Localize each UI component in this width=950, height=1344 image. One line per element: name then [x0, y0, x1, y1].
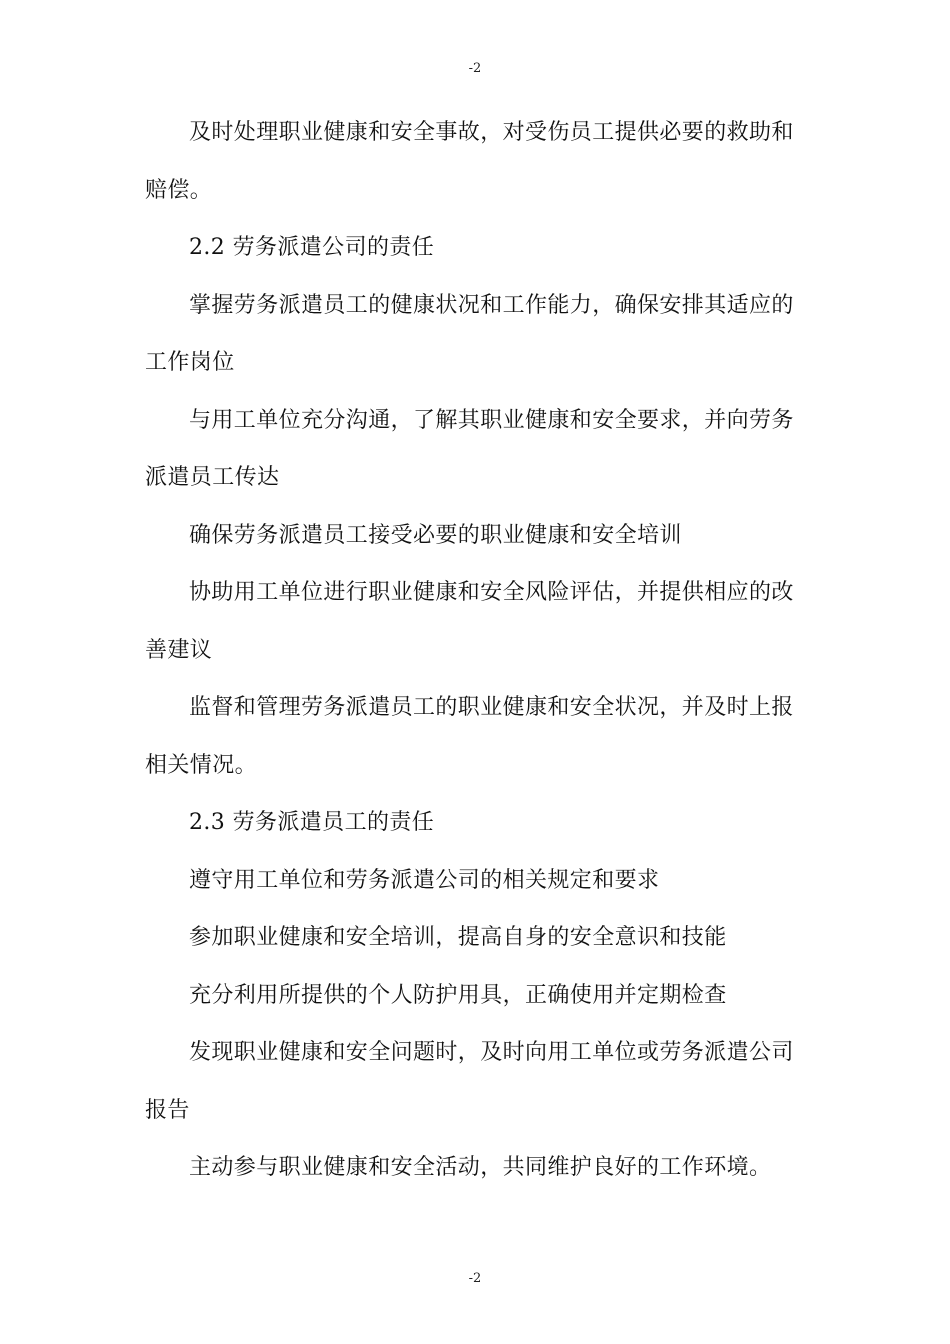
header-page-number: -2: [468, 61, 482, 76]
paragraph-text: 参加职业健康和安全培训，提高自身的安全意识和技能: [189, 925, 727, 950]
paragraph-participation: [145, 1139, 795, 1197]
paragraph-text-continued: 派遣员工传达: [145, 465, 280, 490]
paragraph-text: 充分利用所提供的个人防护用具，正确使用并定期检查: [189, 982, 727, 1008]
paragraph-accident-handling: [145, 104, 795, 219]
paragraph-attend-training: [145, 909, 795, 967]
section-heading-2-2: [145, 219, 795, 277]
document-body: [145, 104, 795, 1197]
paragraph-communication: [145, 392, 795, 507]
paragraph-text-continued: 工作岗位: [145, 350, 235, 375]
paragraph-training: [145, 507, 795, 565]
paragraph-protective-equipment: [145, 967, 795, 1025]
paragraph-risk-assessment: [145, 564, 795, 679]
paragraph-supervision: [145, 679, 795, 794]
paragraph-text: 掌握劳务派遣员工的健康状况和工作能力，确保安排其适应的: [189, 292, 794, 318]
paragraph-text: 及时处理职业健康和安全事故，对受伤员工提供必要的救助和: [189, 120, 794, 145]
paragraph-text: 确保劳务派遣员工接受必要的职业健康和安全培训: [189, 522, 682, 548]
paragraph-text: 监督和管理劳务派遣员工的职业健康和安全状况，并及时上报: [189, 695, 794, 720]
paragraph-text-continued: 相关情况。: [145, 752, 258, 778]
paragraph-text-continued: 善建议: [145, 637, 213, 663]
paragraph-text: 主动参与职业健康和安全活动，共同维护良好的工作环境。: [189, 1155, 772, 1180]
section-heading-text: 2.3 劳务派遣员工的责任: [189, 810, 435, 835]
paragraph-text-continued: 报告: [145, 1097, 190, 1123]
section-heading-2-3: [145, 794, 795, 852]
paragraph-report-issues: [145, 1024, 795, 1139]
paragraph-text: 协助用工单位进行职业健康和安全风险评估，并提供相应的改: [189, 580, 794, 605]
paragraph-text: 遵守用工单位和劳务派遣公司的相关规定和要求: [189, 867, 660, 893]
section-heading-text: 2.2 劳务派遣公司的责任: [189, 235, 435, 260]
paragraph-text-continued: 赔偿。: [145, 177, 213, 203]
paragraph-text: 与用工单位充分沟通，了解其职业健康和安全要求，并向劳务: [189, 407, 794, 433]
paragraph-health-status: [145, 277, 795, 392]
footer-page-number: -2: [468, 1271, 482, 1286]
paragraph-text: 发现职业健康和安全问题时，及时向用工单位或劳务派遣公司: [189, 1040, 794, 1065]
paragraph-compliance: [145, 852, 795, 910]
